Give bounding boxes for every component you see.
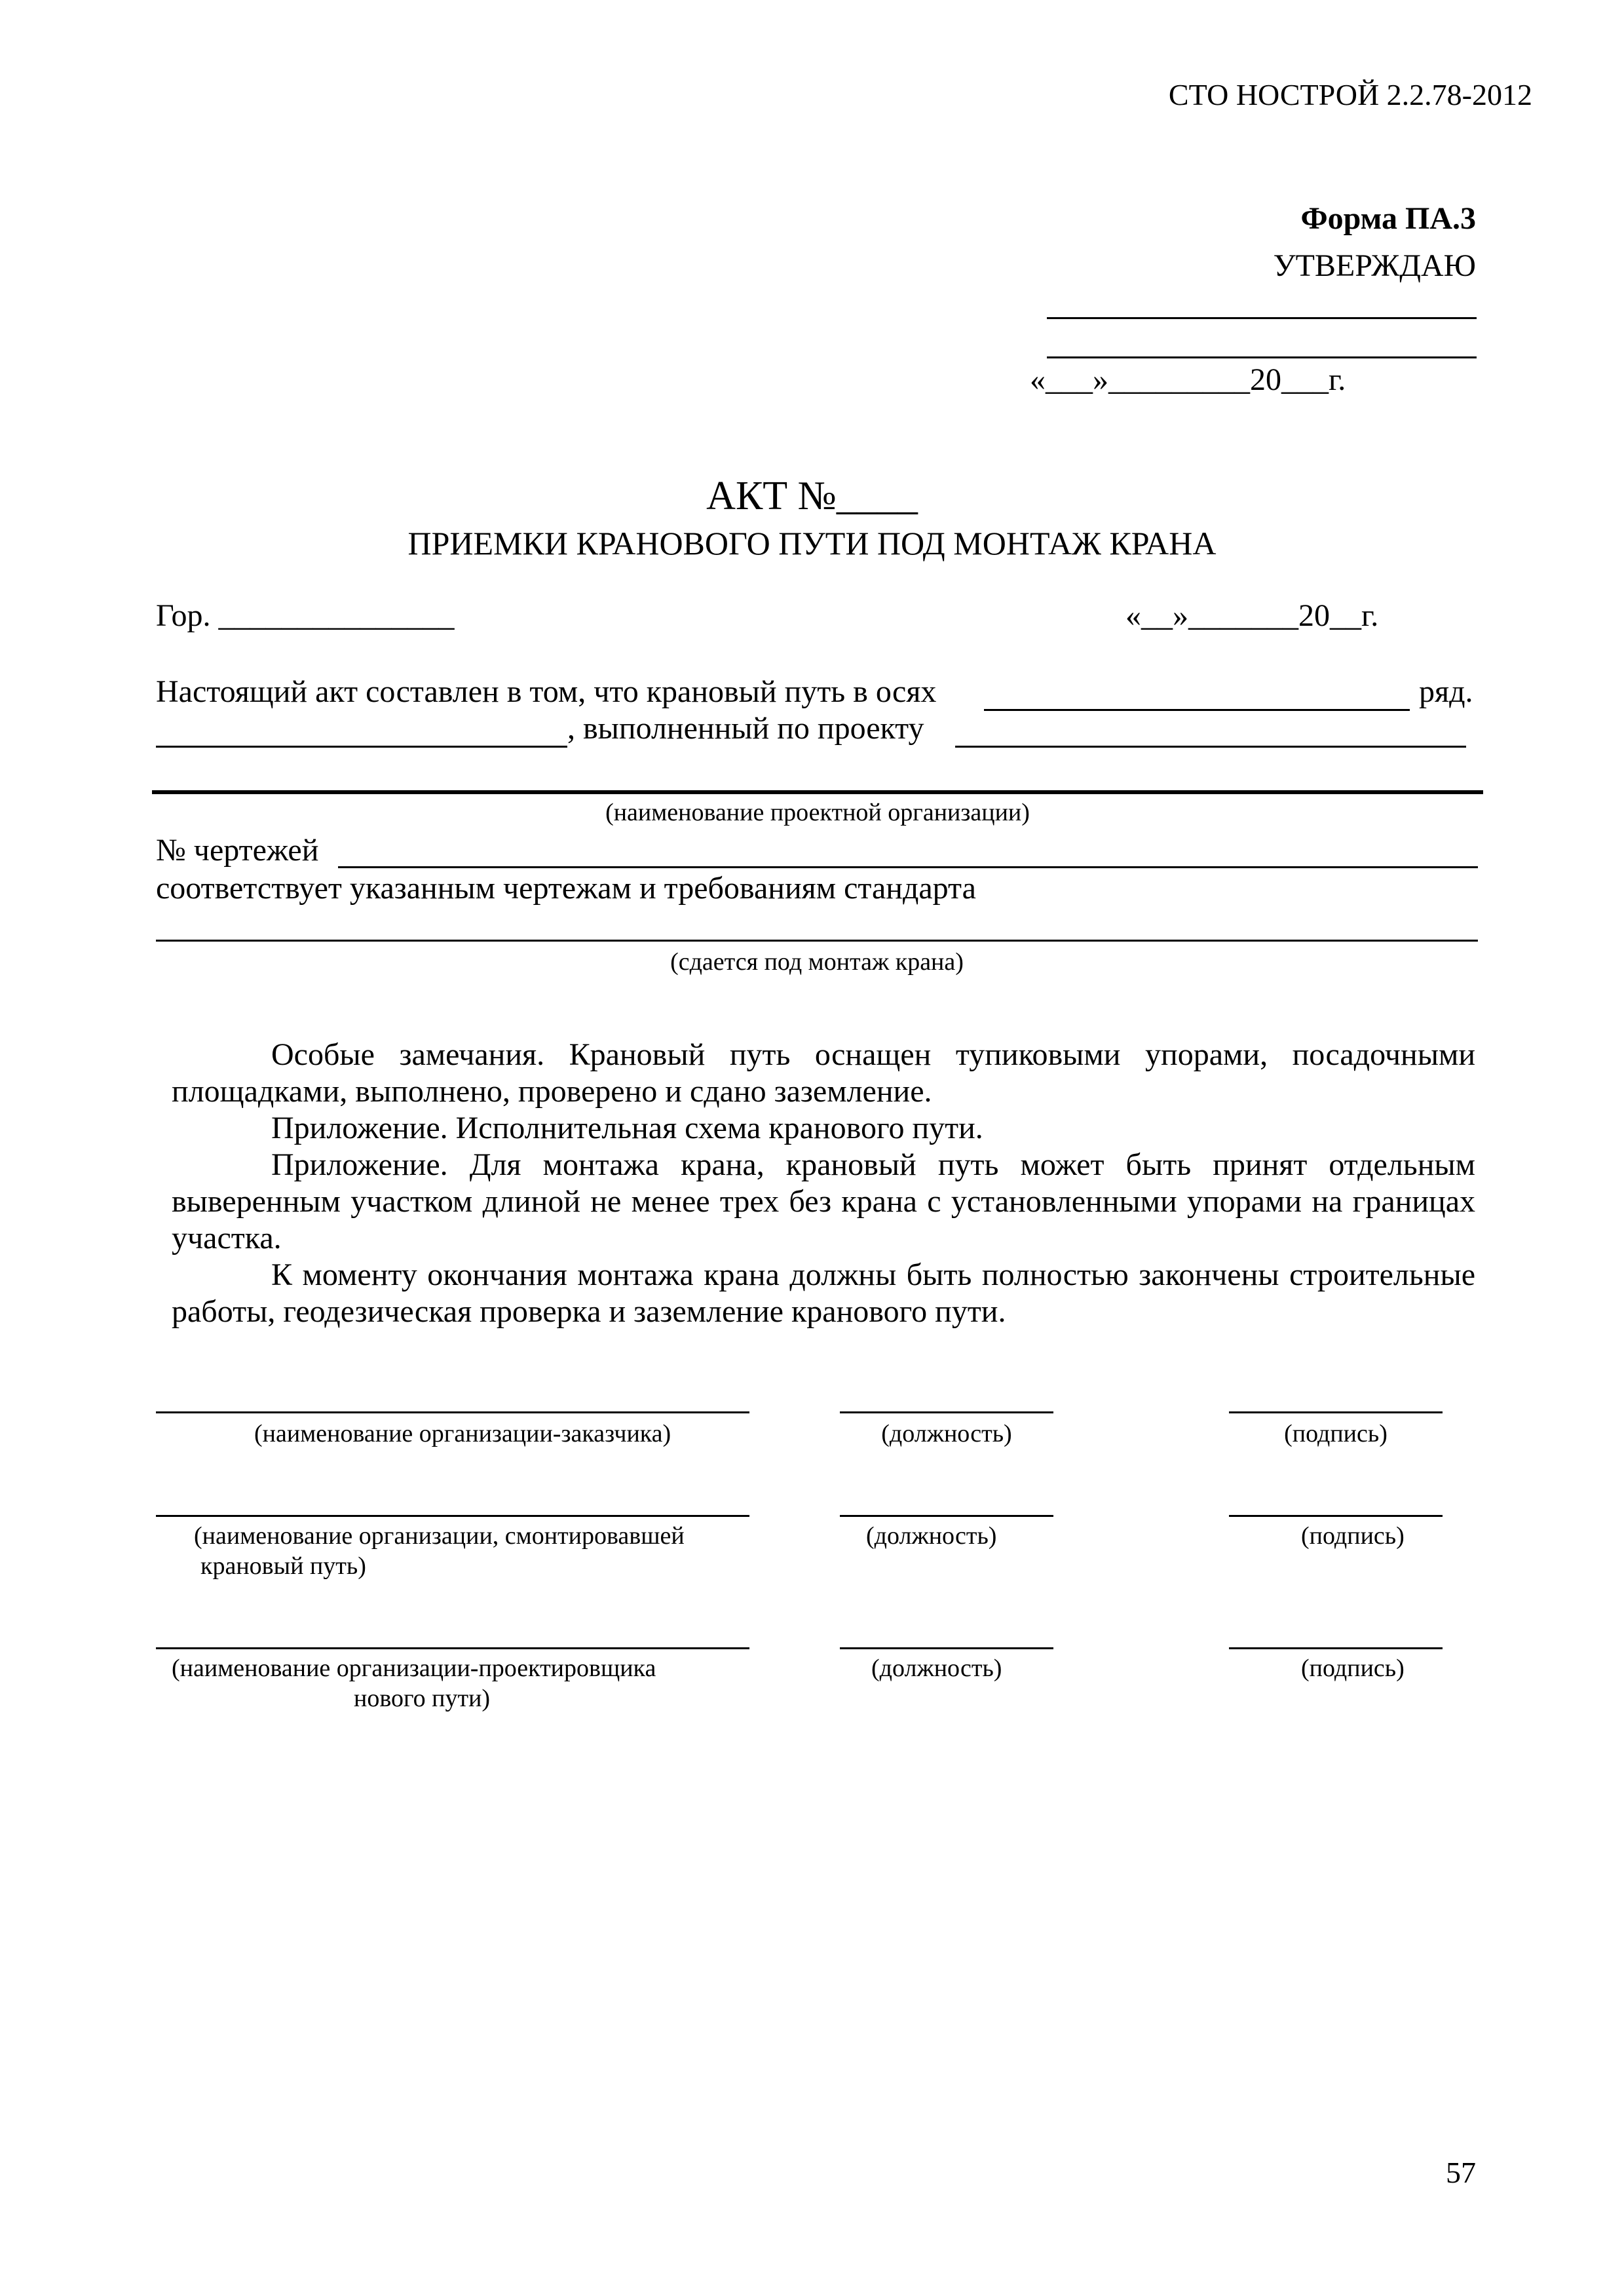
city-field: Гор. _______________ (156, 598, 455, 633)
customer-signature-caption: (подпись) (1284, 1420, 1388, 1447)
installer-org-line (156, 1515, 749, 1517)
installer-org-caption: (наименование организации, смонтировавшей (194, 1522, 685, 1550)
approval-date-line: «___»_________20___г. (1030, 362, 1346, 397)
act-title: АКТ №____ (706, 474, 918, 518)
installer-position-caption: (должность) (866, 1522, 997, 1550)
approve-label: УТВЕРЖДАЮ (1273, 248, 1476, 283)
designer-org-line (156, 1647, 749, 1649)
customer-position-line (840, 1411, 1053, 1413)
project-blank-line (955, 746, 1466, 748)
installer-org-caption-line2: крановый путь) (200, 1552, 366, 1580)
row-label: ряд. (1419, 674, 1473, 709)
act-subtitle: ПРИЕМКИ КРАНОВОГО ПУТИ ПОД МОНТАЖ КРАНА (407, 525, 1217, 562)
designer-org-caption: (наименование организации-проектировщика (172, 1655, 656, 1682)
approver-position-line (1047, 356, 1477, 358)
row-blank-line (156, 746, 567, 748)
axes-statement: Настоящий акт составлен в том, что крановый путь в осях (156, 674, 937, 709)
designer-position-caption: (должность) (871, 1655, 1002, 1682)
handover-line (156, 940, 1478, 942)
designer-signature-line (1229, 1647, 1443, 1649)
appendix-section: Приложение. Для монтажа крана, крановый путь может быть принят отдельным выверенным участком длиной не менее трех без крана с установленными упорами на границах участка. (172, 1147, 1475, 1255)
installer-position-line (840, 1515, 1053, 1517)
approver-name-line (1047, 317, 1477, 319)
conformity-statement: соответствует указанным чертежам и требованиям стандарта (156, 871, 976, 906)
drawings-label: № чертежей (156, 833, 319, 868)
design-org-caption: (наименование проектной организации) (605, 799, 1030, 826)
act-date-field: «__»_______20__г. (1125, 598, 1379, 633)
customer-signature-line (1229, 1411, 1443, 1413)
installer-signature-line (1229, 1515, 1443, 1517)
designer-org-caption-line2: нового пути) (354, 1685, 491, 1712)
project-statement: , выполненный по проекту (567, 711, 924, 746)
page-number: 57 (1446, 2156, 1476, 2189)
axes-blank-line (984, 709, 1410, 711)
document-standard-code: СТО НОСТРОЙ 2.2.78-2012 (1168, 78, 1532, 111)
customer-position-caption: (должность) (881, 1420, 1012, 1447)
design-org-line (152, 790, 1483, 794)
designer-signature-caption: (подпись) (1301, 1655, 1405, 1682)
appendix-scheme: Приложение. Исполнительная схема кранового пути. (271, 1111, 983, 1145)
designer-position-line (840, 1647, 1053, 1649)
form-label: Форма ПА.3 (1300, 201, 1476, 236)
customer-org-line (156, 1411, 749, 1413)
special-remarks: Особые замечания. Крановый путь оснащен тупиковыми упорами, посадочными площадками, выполнено, проверено и сдано заземление. (172, 1037, 1475, 1109)
completion-requirement: К моменту окончания монтажа крана должны быть полностью закончены строительные работы, геодезическая проверка и заземление кранового пути. (172, 1257, 1475, 1329)
drawings-blank-line (338, 866, 1478, 868)
handover-caption: (сдается под монтаж крана) (670, 948, 964, 976)
customer-org-caption: (наименование организации-заказчика) (254, 1420, 671, 1447)
installer-signature-caption: (подпись) (1301, 1522, 1405, 1550)
